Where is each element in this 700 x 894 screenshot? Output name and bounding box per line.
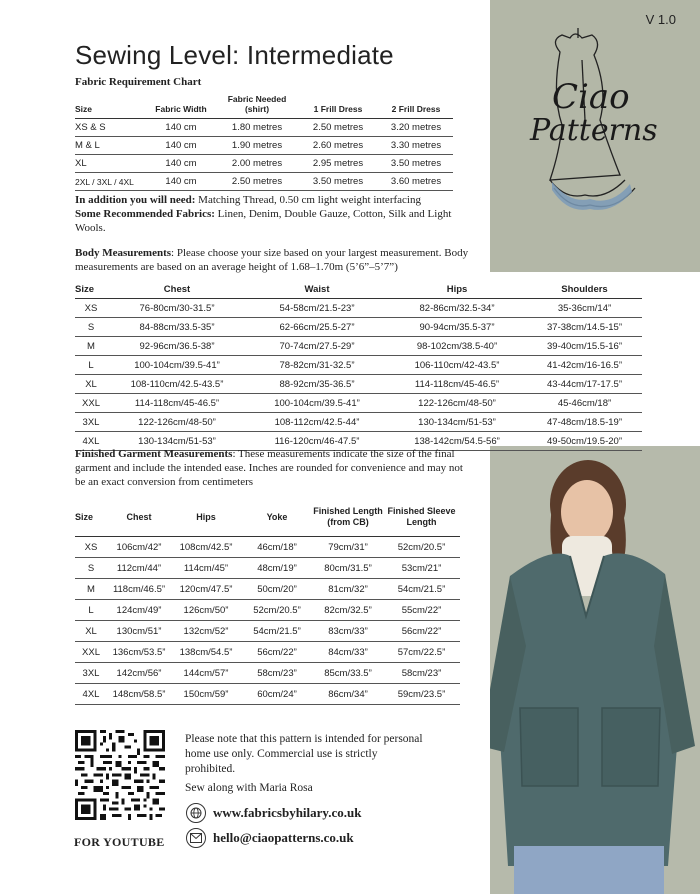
- cell: 100-104cm/39.5-41”: [247, 394, 387, 413]
- finished-col-hips: Hips: [171, 498, 241, 537]
- usage-note: Please note that this pattern is intended for personal home use only. Commercial use is strictly prohibited.: [185, 733, 423, 775]
- table-row: [75, 356, 642, 375]
- logo-text-patterns: Patterns: [530, 113, 658, 148]
- body-col-waist: Waist: [247, 280, 387, 299]
- cell: 62-66cm/25.5-27”: [247, 318, 387, 337]
- cell: 41-42cm/16-16.5”: [527, 356, 642, 375]
- cell: 140 cm: [145, 155, 217, 173]
- cell: 47-48cm/18.5-19”: [527, 413, 642, 432]
- globe-icon: [186, 803, 206, 823]
- body-label: Body Measurements: [75, 247, 172, 259]
- cell: 150cm/59”: [171, 684, 241, 705]
- cell: 54-58cm/21.5-23”: [247, 299, 387, 318]
- cell: 122-126cm/48-50”: [387, 394, 527, 413]
- cell: 55cm/22”: [383, 600, 460, 621]
- cell: 144cm/57”: [171, 663, 241, 684]
- need-label: In addition you will need:: [75, 194, 196, 206]
- cell: 2XL / 3XL / 4XL: [75, 173, 145, 191]
- cell: 2.95 metres: [297, 155, 379, 173]
- cell: 116-120cm/46-47.5”: [247, 432, 387, 451]
- cell: 124cm/49”: [107, 600, 171, 621]
- cell: 3.30 metres: [379, 137, 453, 155]
- fabric-col-width: Fabric Width: [145, 88, 217, 119]
- cell: 130cm/51”: [107, 621, 171, 642]
- cell: 3.60 metres: [379, 173, 453, 191]
- finished-col-yoke: Yoke: [241, 498, 313, 537]
- cell: 52cm/20.5”: [241, 600, 313, 621]
- cell: L: [75, 356, 107, 375]
- fabrics-label: Some Recommended Fabrics:: [75, 208, 215, 220]
- cell: 53cm/21”: [383, 558, 460, 579]
- table-row: [75, 318, 642, 337]
- cell: 80cm/31.5”: [313, 558, 383, 579]
- cell: XS & S: [75, 119, 145, 137]
- cell: 59cm/23.5”: [383, 684, 460, 705]
- cell: 46cm/18”: [241, 537, 313, 558]
- cell: 39-40cm/15.5-16”: [527, 337, 642, 356]
- cell: 43-44cm/17-17.5”: [527, 375, 642, 394]
- table-row: [75, 663, 460, 684]
- cell: 92-96cm/36.5-38”: [107, 337, 247, 356]
- finished-label: Finished Garment Measurements: [75, 448, 233, 460]
- cell: 4XL: [75, 684, 107, 705]
- finished-text: : These measurements indicate the size of the final garment and include the intended ease. Inches are rounded for convenience and may not be an exact conversion from centimeters: [75, 448, 463, 488]
- table-row: [75, 137, 453, 155]
- table-row: [75, 684, 460, 705]
- cell: 56cm/22”: [241, 642, 313, 663]
- finished-col-size: Size: [75, 498, 107, 537]
- cell: 100-104cm/39.5-41”: [107, 356, 247, 375]
- body-col-hips: Hips: [387, 280, 527, 299]
- cell: 82-86cm/32.5-34”: [387, 299, 527, 318]
- cell: 122-126cm/48-50”: [107, 413, 247, 432]
- cell: XL: [75, 155, 145, 173]
- body-col-chest: Chest: [107, 280, 247, 299]
- table-row: [75, 375, 642, 394]
- cell: 84-88cm/33.5-35”: [107, 318, 247, 337]
- cell: 54cm/21.5”: [241, 621, 313, 642]
- cell: 48cm/19”: [241, 558, 313, 579]
- table-row: [75, 579, 460, 600]
- finished-measurements-intro: [75, 447, 475, 489]
- table-row: [75, 621, 460, 642]
- fabric-col-needed: Fabric Needed (shirt): [217, 88, 297, 119]
- qr-caption: FOR YOUTUBE: [74, 835, 165, 849]
- cell: 3.20 metres: [379, 119, 453, 137]
- cell: 140 cm: [145, 137, 217, 155]
- cell: 49-50cm/19.5-20”: [527, 432, 642, 451]
- cell: 114cm/45”: [171, 558, 241, 579]
- finished-measurements-table: [75, 498, 460, 705]
- cell: 82cm/32.5”: [313, 600, 383, 621]
- table-row: [75, 642, 460, 663]
- cell: 106-110cm/42-43.5”: [387, 356, 527, 375]
- cell: 148cm/58.5”: [107, 684, 171, 705]
- cell: 142cm/56”: [107, 663, 171, 684]
- table-row: [75, 413, 642, 432]
- cell: 86cm/34”: [313, 684, 383, 705]
- cell: 45-46cm/18”: [527, 394, 642, 413]
- cell: M: [75, 579, 107, 600]
- cell: 56cm/22”: [383, 621, 460, 642]
- cell: XL: [75, 621, 107, 642]
- email-link[interactable]: [186, 828, 354, 848]
- cell: XXL: [75, 394, 107, 413]
- cell: 70-74cm/27.5-29”: [247, 337, 387, 356]
- cell: 79cm/31”: [313, 537, 383, 558]
- cell: 76-80cm/30-31.5”: [107, 299, 247, 318]
- finished-col-sleeve: Finished Sleeve Length: [383, 498, 460, 537]
- cell: 1.90 metres: [217, 137, 297, 155]
- cell: 3.50 metres: [297, 173, 379, 191]
- cell: 35-36cm/14”: [527, 299, 642, 318]
- cell: 52cm/20.5”: [383, 537, 460, 558]
- cell: 84cm/33”: [313, 642, 383, 663]
- fabric-col-1frill: 1 Frill Dress: [297, 88, 379, 119]
- logo-panel: [490, 0, 700, 272]
- cell: 114-118cm/45-46.5”: [387, 375, 527, 394]
- cell: 120cm/47.5”: [171, 579, 241, 600]
- table-row: [75, 299, 642, 318]
- table-row: [75, 558, 460, 579]
- body-col-size: Size: [75, 280, 107, 299]
- cell: 130-134cm/51-53”: [107, 432, 247, 451]
- finished-col-chest: Chest: [107, 498, 171, 537]
- cell: 108-110cm/42.5-43.5”: [107, 375, 247, 394]
- need-text: Matching Thread, 0.50 cm light weight interfacing: [195, 194, 421, 206]
- model-photo: [490, 446, 700, 894]
- cell: 50cm/20”: [241, 579, 313, 600]
- cell: 108-112cm/42.5-44”: [247, 413, 387, 432]
- table-row: [75, 173, 453, 191]
- logo-text-ciao: Ciao: [552, 77, 630, 117]
- fabric-chart-heading: Fabric Requirement Chart: [75, 76, 202, 88]
- cell: S: [75, 318, 107, 337]
- qr-code[interactable]: [75, 730, 165, 820]
- cell: 2.50 metres: [297, 119, 379, 137]
- cell: 4XL: [75, 432, 107, 451]
- cell: 58cm/23”: [241, 663, 313, 684]
- cell: 2.50 metres: [217, 173, 297, 191]
- mail-icon: [186, 828, 206, 848]
- cell: 2.60 metres: [297, 137, 379, 155]
- fabric-col-2frill: 2 Frill Dress: [379, 88, 453, 119]
- fabrics-text: Linen, Denim, Double Gauze, Cotton, Silk and Light Wools.: [75, 208, 452, 234]
- cell: 126cm/50”: [171, 600, 241, 621]
- cell: 138cm/54.5”: [171, 642, 241, 663]
- cell: 108cm/42.5”: [171, 537, 241, 558]
- cell: 98-102cm/38.5-40”: [387, 337, 527, 356]
- cell: S: [75, 558, 107, 579]
- table-row: [75, 600, 460, 621]
- table-row: [75, 537, 460, 558]
- fabric-requirement-table: [75, 88, 453, 191]
- cell: M & L: [75, 137, 145, 155]
- cell: 112cm/44”: [107, 558, 171, 579]
- website-link[interactable]: [186, 803, 361, 823]
- cell: 78-82cm/31-32.5”: [247, 356, 387, 375]
- body-measurements-intro: [75, 246, 485, 274]
- cell: 90-94cm/35.5-37”: [387, 318, 527, 337]
- cell: 3XL: [75, 413, 107, 432]
- cell: M: [75, 337, 107, 356]
- cell: 2.00 metres: [217, 155, 297, 173]
- table-row: [75, 394, 642, 413]
- version-label: V 1.0: [645, 12, 676, 27]
- page-title: Sewing Level: Intermediate: [75, 40, 394, 70]
- cell: 1.80 metres: [217, 119, 297, 137]
- cell: 132cm/52”: [171, 621, 241, 642]
- cell: 81cm/32”: [313, 579, 383, 600]
- cell: 136cm/53.5”: [107, 642, 171, 663]
- cell: 138-142cm/54.5-56”: [387, 432, 527, 451]
- cell: 60cm/24”: [241, 684, 313, 705]
- cell: 37-38cm/14.5-15”: [527, 318, 642, 337]
- cell: 118cm/46.5”: [107, 579, 171, 600]
- cell: 85cm/33.5”: [313, 663, 383, 684]
- cell: 3XL: [75, 663, 107, 684]
- sew-along-credit: Sew along with Maria Rosa: [185, 782, 313, 794]
- cell: 140 cm: [145, 119, 217, 137]
- table-row: [75, 119, 453, 137]
- cell: 83cm/33”: [313, 621, 383, 642]
- qr-code-image: [75, 730, 165, 820]
- body-text: : Please choose your size based on your largest measurement. Body measurements are based on an average height of 1.68–1.70m (5’6”–5’7”): [75, 247, 469, 273]
- email-text: hello@ciaopatterns.co.uk: [213, 830, 354, 845]
- body-measurements-table: [75, 280, 642, 451]
- cell: 106cm/42”: [107, 537, 171, 558]
- cell: 130-134cm/51-53”: [387, 413, 527, 432]
- cell: 88-92cm/35-36.5”: [247, 375, 387, 394]
- cell: L: [75, 600, 107, 621]
- cell: XXL: [75, 642, 107, 663]
- cell: 140 cm: [145, 173, 217, 191]
- dress-form-logo: [490, 0, 700, 272]
- fabric-col-size: Size: [75, 88, 145, 119]
- recommended-fabrics: [75, 207, 465, 235]
- cell: 57cm/22.5”: [383, 642, 460, 663]
- cell: 3.50 metres: [379, 155, 453, 173]
- website-text: www.fabricsbyhilary.co.uk: [213, 805, 362, 820]
- cell: XS: [75, 537, 107, 558]
- cell: 114-118cm/45-46.5”: [107, 394, 247, 413]
- table-row: [75, 337, 642, 356]
- finished-col-length: Finished Length (from CB): [313, 498, 383, 537]
- cell: 58cm/23”: [383, 663, 460, 684]
- additional-needs: [75, 193, 475, 207]
- cell: XS: [75, 299, 107, 318]
- model-illustration: [490, 446, 700, 894]
- table-row: [75, 155, 453, 173]
- cell: 54cm/21.5”: [383, 579, 460, 600]
- body-col-shoulders: Shoulders: [527, 280, 642, 299]
- cell: XL: [75, 375, 107, 394]
